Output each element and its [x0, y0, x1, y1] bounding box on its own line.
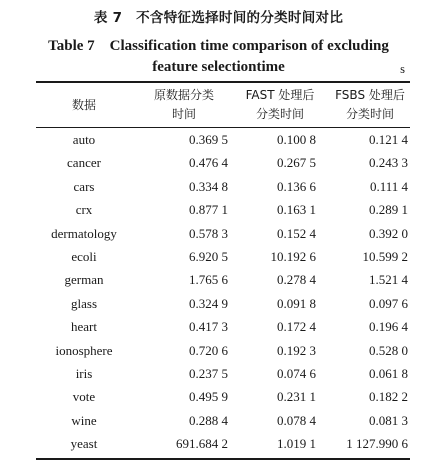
dataset-name: yeast	[70, 436, 98, 452]
fsbs-time-value: 10.599 2	[362, 248, 408, 264]
original-time-value: 1.765 6	[189, 272, 228, 288]
fast-time-value: 0.267 5	[277, 155, 316, 171]
fast-time-value: 0.231 1	[277, 389, 316, 405]
fast-time-value: 0.163 1	[277, 202, 316, 218]
dataset-name: cancer	[67, 155, 101, 171]
dataset-name: glass	[71, 295, 97, 311]
original-time-value: 0.288 4	[189, 412, 228, 428]
fsbs-time-value: 0.081 3	[369, 412, 408, 428]
dataset-name: german	[64, 272, 104, 288]
fast-time-value: 0.074 6	[277, 365, 316, 381]
header-original-time-line2: 时间	[171, 107, 196, 121]
original-time-value: 0.877 1	[189, 202, 228, 218]
table-row	[0, 222, 437, 245]
original-time-value: 0.324 9	[189, 295, 228, 311]
dataset-name: ionosphere	[55, 342, 113, 358]
table-bottom-rule	[36, 458, 410, 460]
table-row	[0, 128, 437, 151]
dataset-name: wine	[71, 412, 97, 428]
table-body	[0, 128, 437, 455]
fsbs-time-value: 0.111 4	[369, 178, 408, 194]
fast-time-value: 10.192 6	[270, 248, 316, 264]
fsbs-time-value: 1.521 4	[369, 272, 408, 288]
original-time-value: 0.495 9	[189, 389, 228, 405]
original-time-value: 0.720 6	[189, 342, 228, 358]
table-title-english-line1: Table 7 Classification time comparison of excluding	[48, 38, 389, 54]
header-fast-time-line2: 分类时间	[255, 107, 304, 121]
table-title-chinese: 表 7 不含特征选择时间的分类时间对比	[93, 10, 344, 26]
table-row	[0, 245, 437, 268]
header-original-time-line1: 原数据分类	[153, 88, 214, 102]
unit-label: s	[400, 62, 405, 76]
dataset-name: dermatology	[51, 225, 117, 241]
original-time-value: 0.369 5	[189, 132, 228, 147]
table-row	[0, 362, 437, 385]
fsbs-time-value: 0.121 4	[369, 132, 408, 147]
fast-time-value: 0.192 3	[277, 342, 316, 358]
fast-time-value: 0.172 4	[277, 319, 316, 335]
header-fsbs-time	[322, 86, 418, 124]
original-time-value: 0.237 5	[189, 365, 228, 381]
table-row	[0, 292, 437, 315]
dataset-name: ecoli	[71, 248, 97, 264]
table-row	[0, 175, 437, 198]
fsbs-time-value: 0.243 3	[369, 155, 408, 171]
table-row	[0, 409, 437, 432]
header-fast-time-line1: FAST 处理后	[245, 88, 315, 102]
fast-time-value: 0.278 4	[277, 272, 316, 288]
table-row	[0, 432, 437, 455]
original-time-value: 0.578 3	[189, 225, 228, 241]
table-row	[0, 339, 437, 362]
dataset-name: heart	[71, 319, 97, 335]
fast-time-value: 0.091 8	[277, 295, 316, 311]
original-time-value: 0.476 4	[189, 155, 228, 171]
original-time-value: 0.417 3	[189, 319, 228, 335]
fsbs-time-value: 0.289 1	[369, 202, 408, 218]
table-top-rule	[36, 81, 410, 83]
table-row	[0, 198, 437, 221]
table-title-english-line2: feature selectiontime	[152, 59, 285, 75]
fast-time-value: 0.152 4	[277, 225, 316, 241]
dataset-name: crx	[75, 202, 93, 218]
table-row	[0, 151, 437, 174]
fast-time-value: 0.136 6	[277, 178, 316, 194]
fsbs-time-value: 0.528 0	[369, 342, 408, 358]
dataset-name: vote	[72, 389, 96, 405]
original-time-value: 0.334 8	[189, 178, 228, 194]
fsbs-time-value: 0.061 8	[369, 365, 408, 381]
dataset-name: cars	[73, 178, 95, 194]
header-fsbs-time-line2: 分类时间	[345, 107, 394, 121]
dataset-name: auto	[72, 132, 96, 147]
table-row	[0, 315, 437, 338]
original-time-value: 691.684 2	[176, 436, 228, 452]
header-fsbs-time-line1: FSBS 处理后	[335, 88, 405, 102]
dataset-name: iris	[75, 365, 93, 381]
table-row	[0, 268, 437, 291]
table-row	[0, 385, 437, 408]
fast-time-value: 1.019 1	[277, 436, 316, 452]
header-dataset: 数据	[71, 98, 96, 112]
fsbs-time-value: 0.392 0	[369, 225, 408, 241]
header-fast-time	[232, 86, 328, 124]
fast-time-value: 0.100 8	[277, 132, 316, 147]
fsbs-time-value: 1 127.990 6	[346, 436, 408, 452]
fsbs-time-value: 0.182 2	[369, 389, 408, 405]
header-original-time	[136, 86, 232, 124]
original-time-value: 6.920 5	[189, 248, 228, 264]
fast-time-value: 0.078 4	[277, 412, 316, 428]
fsbs-time-value: 0.097 6	[369, 295, 408, 311]
fsbs-time-value: 0.196 4	[369, 319, 408, 335]
